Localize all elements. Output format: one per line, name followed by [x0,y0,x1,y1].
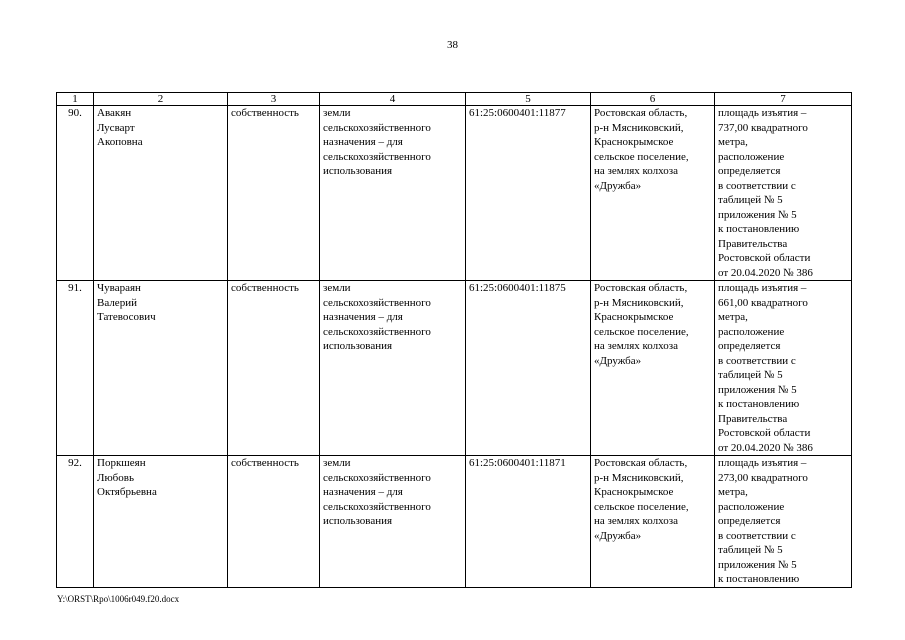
table-row [57,281,852,456]
row-number-cell: 92. [57,456,94,588]
page-number: 38 [447,39,458,51]
land-category-cell-line: земли [323,107,351,119]
location-cell [591,281,715,456]
header-cell: 3 [228,93,320,106]
note-cell-line: приложения № 5 [718,383,797,396]
location-cell-line: сельское поселение, [594,325,689,338]
location-cell-line: Краснокрымское [594,486,674,498]
location-cell-line: «Дружба» [594,179,642,192]
owner-name-cell [94,456,228,588]
note-cell-line: метра, [718,486,748,498]
location-cell-line: на землях колхоза [594,165,678,177]
note-cell-line: 661,00 квадратного [718,296,808,309]
table-header-row [57,93,852,106]
location-cell-line: «Дружба» [594,354,642,367]
note-cell-line: метра, [718,136,748,148]
header-cell: 7 [715,93,852,106]
owner-name-cell-line: Акоповна [97,136,143,148]
note-cell-line: к постановлению [718,573,800,585]
right-type-cell: собственность [228,106,320,281]
note-cell [715,456,852,588]
header-cell: 6 [591,93,715,106]
land-category-cell-line: сельскохозяйственного [323,325,431,338]
note-cell-line: Правительства [718,237,788,250]
note-cell-line: к постановлению [718,223,800,235]
right-type-cell: собственность [228,281,320,456]
note-cell-line: расположение [718,150,785,163]
location-cell-line: Ростовская область, [594,282,688,294]
land-category-cell-line: использования [323,515,393,527]
location-cell-line: Краснокрымское [594,311,674,323]
owner-name-cell-line: Лусварт [97,121,135,134]
owner-name-cell-line: Чувараян [97,282,141,294]
note-cell-line: таблицей № 5 [718,194,783,206]
right-type-cell: собственность [228,456,320,588]
note-cell-line: Ростовской области [718,427,811,439]
note-cell-line: определяется [718,340,781,352]
land-category-cell [320,281,466,456]
file-path-footer: Y:\ORST\Rpo\1006r049.f20.docx [57,594,180,604]
land-category-cell-line: земли [323,282,351,294]
land-category-cell-line: назначения – для [323,311,403,323]
land-category-cell-line: земли [323,457,351,469]
land-category-cell [320,456,466,588]
location-cell-line: на землях колхоза [594,340,678,352]
note-cell [715,106,852,281]
note-cell-line: в соответствии с [718,179,796,192]
land-category-cell-line: сельскохозяйственного [323,296,431,309]
note-cell-line: определяется [718,515,781,527]
cadastral-number-cell: 61:25:0600401:11877 [466,106,591,281]
owner-name-cell-line: Любовь [97,471,134,484]
land-category-cell-line: сельскохозяйственного [323,471,431,484]
note-cell-line: от 20.04.2020 № 386 [718,441,813,454]
owner-name-cell [94,281,228,456]
header-cell: 1 [57,93,94,106]
note-cell-line: приложения № 5 [718,558,797,571]
note-cell-line: определяется [718,165,781,177]
location-cell-line: «Дружба» [594,529,642,542]
owner-name-cell-line: Октябрьевна [97,486,157,498]
header-cell: 2 [94,93,228,106]
location-cell-line: сельское поселение, [594,150,689,163]
land-category-cell-line: сельскохозяйственного [323,500,431,513]
note-cell-line: площадь изъятия – [718,457,807,469]
cadastral-number-cell: 61:25:0600401:11871 [466,456,591,588]
note-cell-line: площадь изъятия – [718,282,807,294]
land-category-cell-line: использования [323,165,393,177]
note-cell-line: расположение [718,325,785,338]
land-category-cell-line: использования [323,340,393,352]
location-cell-line: сельское поселение, [594,500,689,513]
land-category-cell-line: назначения – для [323,486,403,498]
owner-name-cell-line: Авакян [97,107,132,119]
owner-name-cell-line: Татевосович [97,311,156,323]
location-cell-line: р-н Мясниковский, [594,296,684,309]
note-cell-line: Правительства [718,412,788,425]
note-cell [715,281,852,456]
table-row [57,106,852,281]
note-cell-line: приложения № 5 [718,208,797,221]
location-cell-line: на землях колхоза [594,515,678,527]
land-category-cell-line: сельскохозяйственного [323,150,431,163]
note-cell-line: метра, [718,311,748,323]
note-cell-line: 273,00 квадратного [718,471,808,484]
note-cell-line: Ростовской области [718,252,811,264]
note-cell-line: расположение [718,500,785,513]
location-cell [591,106,715,281]
land-category-cell [320,106,466,281]
note-cell-line: площадь изъятия – [718,107,807,119]
land-category-cell-line: назначения – для [323,136,403,148]
table-row [57,456,852,588]
location-cell-line: р-н Мясниковский, [594,471,684,484]
cadastral-number-cell: 61:25:0600401:11875 [466,281,591,456]
row-number-cell: 90. [57,106,94,281]
owner-name-cell-line: Валерий [97,296,137,309]
owner-name-cell [94,106,228,281]
note-cell-line: от 20.04.2020 № 386 [718,266,813,279]
note-cell-line: к постановлению [718,398,800,410]
owner-name-cell-line: Поркшеян [97,457,146,469]
land-table [56,92,852,588]
note-cell-line: таблицей № 5 [718,369,783,381]
location-cell [591,456,715,588]
note-cell-line: в соответствии с [718,529,796,542]
note-cell-line: в соответствии с [718,354,796,367]
row-number-cell: 91. [57,281,94,456]
land-category-cell-line: сельскохозяйственного [323,121,431,134]
location-cell-line: Ростовская область, [594,107,688,119]
header-cell: 5 [466,93,591,106]
note-cell-line: таблицей № 5 [718,544,783,556]
location-cell-line: р-н Мясниковский, [594,121,684,134]
note-cell-line: 737,00 квадратного [718,121,808,134]
header-cell: 4 [320,93,466,106]
location-cell-line: Краснокрымское [594,136,674,148]
location-cell-line: Ростовская область, [594,457,688,469]
